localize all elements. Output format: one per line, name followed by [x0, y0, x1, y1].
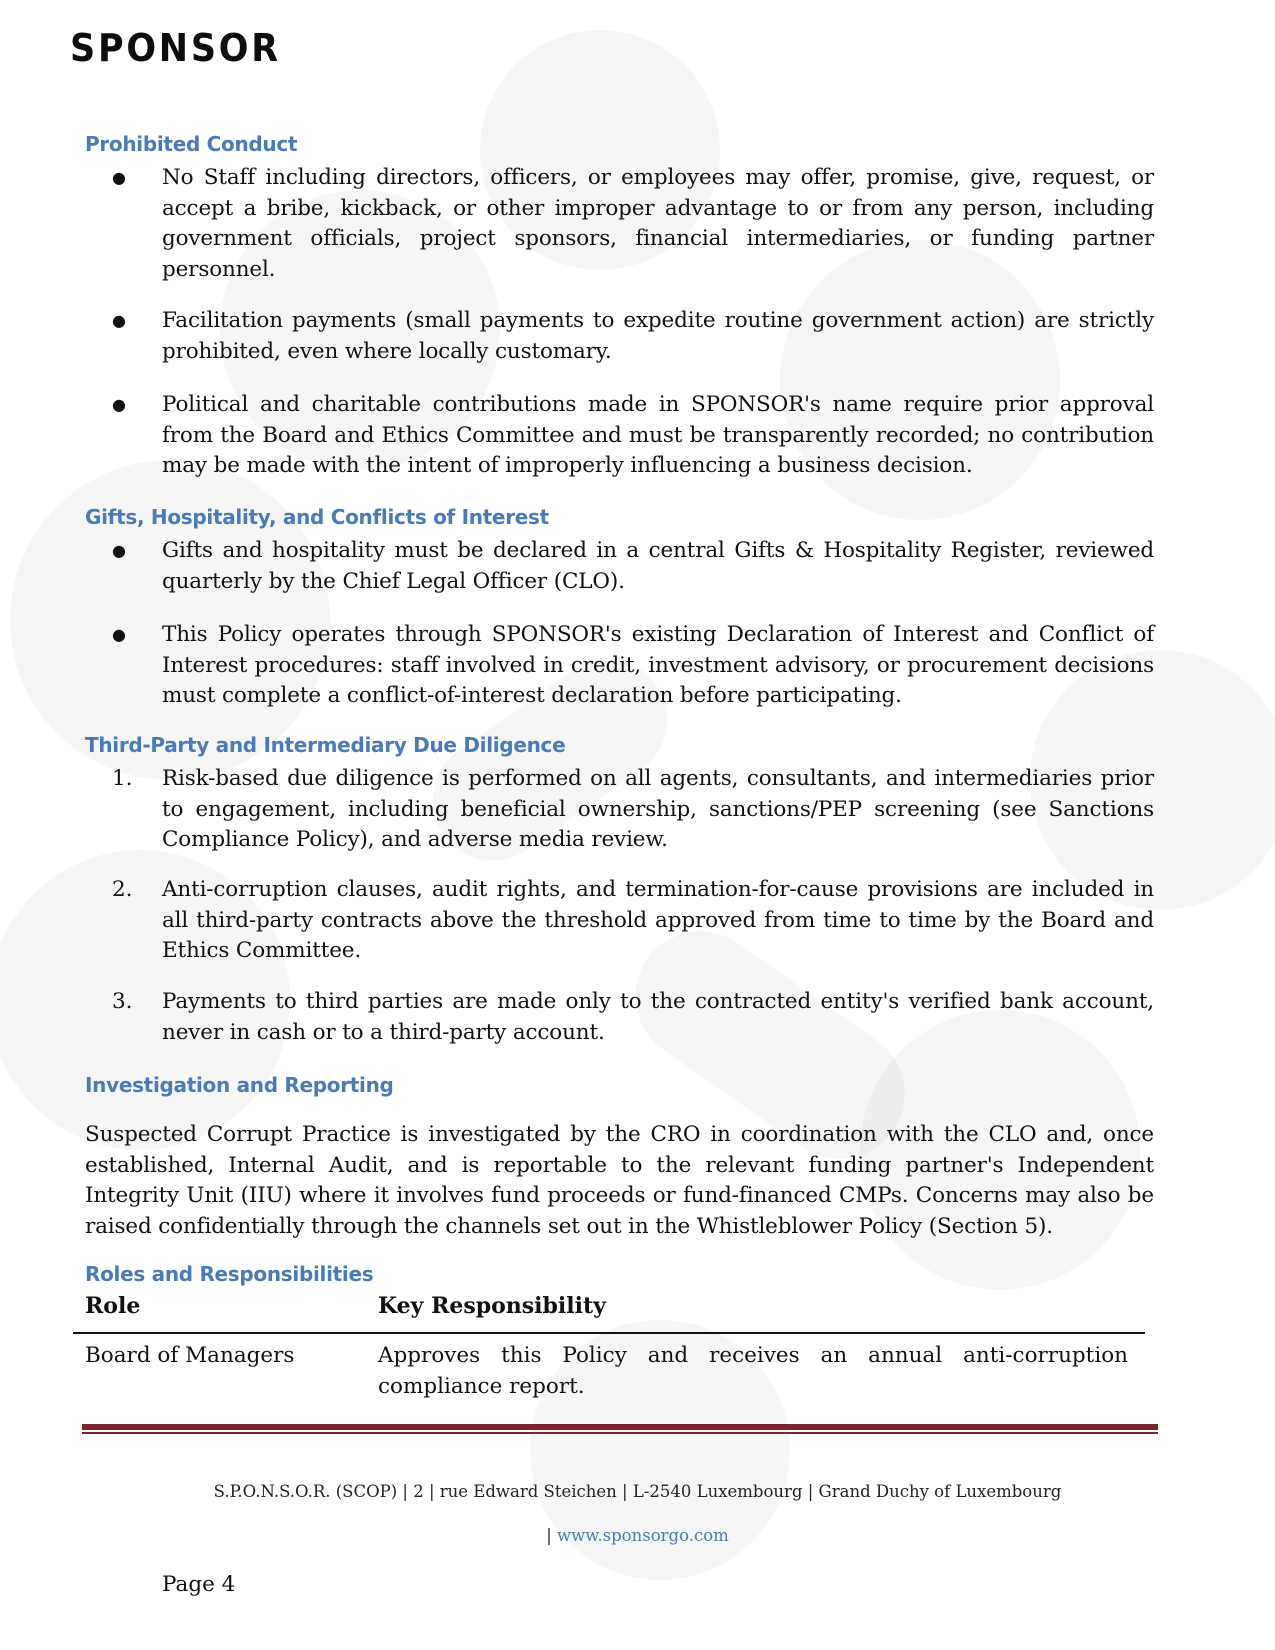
list-number: 2. — [112, 877, 133, 902]
footer-rule-thick — [82, 1424, 1158, 1430]
investigation-paragraph: Suspected Corrupt Practice is investigated by the CRO in coordination with the CLO and, once established, Internal Audit, and is reportable to the relevant funding partner's Independent Integrity Unit (IIU) where it involves fund proceeds or fund-financed CMPs. Concerns may also be raised confidentially through the channels set out in the Whistleblower Policy (Section 5). — [85, 1122, 1154, 1239]
list-item-text: Risk-based due diligence is performed on all agents, consultants, and intermediaries prior to engagement, including beneficial ownership, sanctions/PEP screening (see Sanctions Compliance Policy), and adverse media review. — [162, 766, 1154, 852]
heading-investigation-reporting: Investigation and Reporting — [85, 1073, 394, 1097]
website-link[interactable]: www.sponsorgo.com — [557, 1526, 729, 1545]
list-item-text: Payments to third parties are made only to the contracted entity's verified bank account, never in cash or to a third-party account. — [162, 989, 1154, 1045]
list-item-text: Political and charitable contributions made in SPONSOR's name require prior approval from the Board and Ethics Committee and must be transparently recorded; no contribution may be made with the intent of improperly influencing a business decision. — [162, 392, 1154, 478]
footer-address: S.P.O.N.S.O.R. (SCOP) | 2 | rue Edward Steichen | L-2540 Luxembourg | Grand Duchy of Luxembourg — [213, 1482, 1062, 1501]
bullet-icon: ● — [112, 168, 126, 187]
bullet-icon: ● — [112, 541, 126, 560]
list-number: 3. — [112, 989, 133, 1014]
bullet-icon: ● — [112, 311, 126, 330]
table-header-rule — [73, 1332, 1145, 1334]
footer-rule-thin — [82, 1432, 1158, 1434]
heading-prohibited-conduct: Prohibited Conduct — [85, 132, 298, 156]
list-item-text: This Policy operates through SPONSOR's existing Declaration of Interest and Conflict of Interest procedures: staff involved in credit, investment advisory, or procurement decisions must complete a conflict-of-interest declaration before participating. — [162, 622, 1154, 708]
footer-separator: | — [546, 1526, 552, 1545]
heading-third-party-due-diligence: Third-Party and Intermediary Due Diligence — [85, 733, 566, 757]
list-item-text: No Staff including directors, officers, or employees may offer, promise, give, request, or accept a bribe, kickback, or other improper advantage to or from any person, including government officials, project sponsors, financial intermediaries, or funding partner personnel. — [162, 165, 1154, 282]
sponsor-logo: SPONSOR — [70, 26, 281, 70]
table-header-role: Role — [85, 1293, 141, 1319]
page-number: Page 4 — [162, 1572, 236, 1597]
table-cell-role: Board of Managers — [85, 1343, 295, 1368]
heading-gifts-hospitality: Gifts, Hospitality, and Conflicts of Interest — [85, 505, 549, 529]
table-cell-responsibility: Approves this Policy and receives an annual anti-corruption compliance report. — [378, 1343, 1128, 1399]
list-number: 1. — [112, 766, 133, 791]
bullet-icon: ● — [112, 625, 126, 644]
heading-roles-responsibilities: Roles and Responsibilities — [85, 1262, 374, 1286]
list-item-text: Anti-corruption clauses, audit rights, and termination-for-cause provisions are included in all third-party contracts above the threshold approved from time to time by the Board and Ethics Committee. — [162, 877, 1154, 963]
list-item-text: Facilitation payments (small payments to expedite routine government action) are strictly prohibited, even where locally customary. — [162, 308, 1154, 364]
bullet-icon: ● — [112, 395, 126, 414]
footer-website-line — [0, 1526, 1275, 1545]
table-header-key-responsibility: Key Responsibility — [378, 1293, 606, 1319]
list-item-text: Gifts and hospitality must be declared in a central Gifts & Hospitality Register, reviewed quarterly by the Chief Legal Officer (CLO). — [162, 538, 1154, 594]
